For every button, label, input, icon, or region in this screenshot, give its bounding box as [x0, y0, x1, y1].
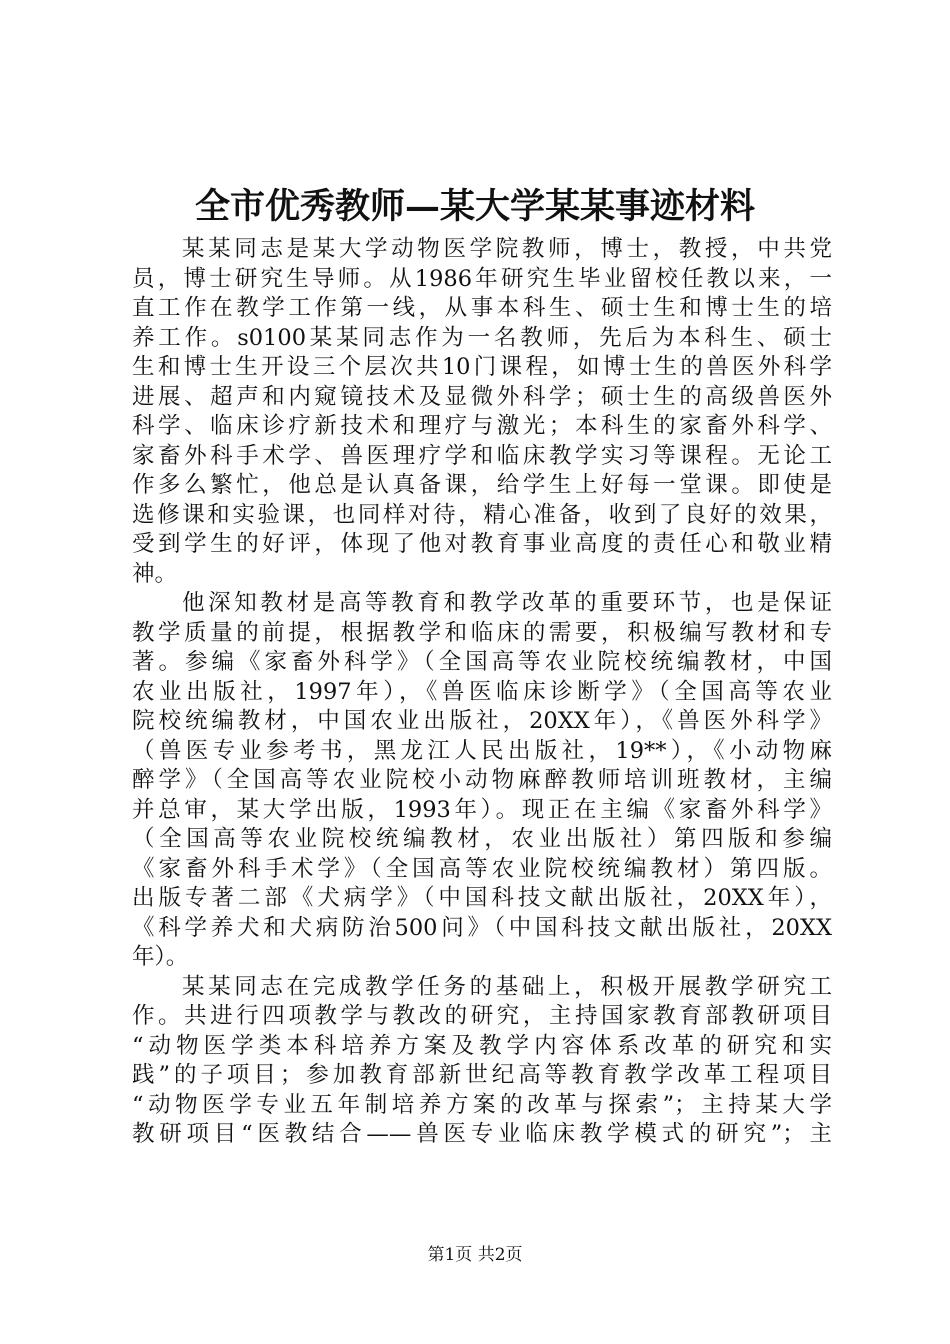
document-title: 全市优秀教师—某大学某某事迹材料	[194, 186, 755, 227]
text-line: 某某同志是某大学动物医学院教师，博士，教授，中共党	[182, 236, 832, 262]
text-line: 生和博士生开设三个层次共10门课程，如博士生的兽医外科学	[132, 354, 832, 380]
text-line: 家畜外科手术学、兽医理疗学和临床教学实习等课程。无论工	[132, 442, 832, 469]
paragraph	[132, 235, 832, 589]
text-line: 《家畜外科手术学》（全国高等农业院校统编教材）第四版。	[132, 855, 832, 882]
text-line: 作多么繁忙，他总是认真备课，给学生上好每一堂课。即使是	[132, 472, 832, 498]
text-line: （兽医专业参考书，黑龙江人民出版社，19**），《小动物麻	[132, 737, 832, 764]
text-line: 教研项目“医教结合——兽医专业临床教学模式的研究”；主	[132, 1121, 832, 1147]
text-line: 著。参编《家畜外科学》（全国高等农业院校统编教材，中国	[132, 649, 832, 675]
text-line: “动物医学专业五年制培养方案的改革与探索”；主持某大学	[132, 1091, 832, 1118]
text-line: 年）。	[132, 944, 189, 970]
text-line: 践”的子项目；参加教育部新世纪高等教育教学改革工程项目	[132, 1062, 832, 1088]
text-line: 进展、超声和内窥镜技术及显微外科学；硕士生的高级兽医外	[132, 383, 832, 410]
text-line: 农业出版社，1997年），《兽医临床诊断学》（全国高等农业	[132, 678, 832, 705]
text-line: 他深知教材是高等教育和教学改革的重要环节，也是保证	[182, 590, 832, 616]
text-line: 醉学》（全国高等农业院校小动物麻醉教师培训班教材，主编	[132, 767, 832, 793]
text-line: 作。共进行四项教学与教改的研究，主持国家教育部教研项目	[132, 1003, 832, 1029]
text-line: 出版专著二部《犬病学》（中国科技文献出版社，20XX年），	[132, 885, 832, 911]
document-body	[132, 235, 832, 1150]
paragraph	[132, 973, 832, 1150]
text-line: 院校统编教材，中国农业出版社，20XX年），《兽医外科学》	[132, 708, 832, 734]
text-line: 受到学生的好评，体现了他对教育事业高度的责任心和敬业精	[132, 531, 832, 557]
text-line: 养工作。s0100某某同志作为一名教师，先后为本科生、硕士	[132, 324, 832, 351]
text-line: 某某同志在完成教学任务的基础上，积极开展教学研究工	[182, 973, 832, 1000]
text-line: 科学、临床诊疗新技术和理疗与激光；本科生的家畜外科学、	[132, 413, 832, 439]
text-line: 神。	[132, 560, 178, 587]
text-line: “动物医学类本科培养方案及教学内容体系改革的研究和实	[132, 1032, 832, 1059]
text-line: 教学质量的前提，根据教学和临床的需要，积极编写教材和专	[132, 619, 832, 646]
text-line: （全国高等农业院校统编教材，农业出版社）第四版和参编	[132, 826, 832, 852]
text-line: 直工作在教学工作第一线，从事本科生、硕士生和博士生的培	[132, 295, 832, 321]
text-line: 选修课和实验课，也同样对待，精心准备，收到了良好的效果，	[132, 501, 832, 528]
text-line: 并总审，某大学出版，1993年）。现正在主编《家畜外科学》	[132, 796, 832, 823]
page-number-footer: 第1页 共2页	[427, 1245, 523, 1265]
paragraph	[132, 589, 832, 973]
text-line: 员，博士研究生导师。从1986年研究生毕业留校任教以来，一	[132, 265, 832, 292]
text-line: 《科学养犬和犬病防治500问》（中国科技文献出版社，20XX	[132, 914, 832, 941]
